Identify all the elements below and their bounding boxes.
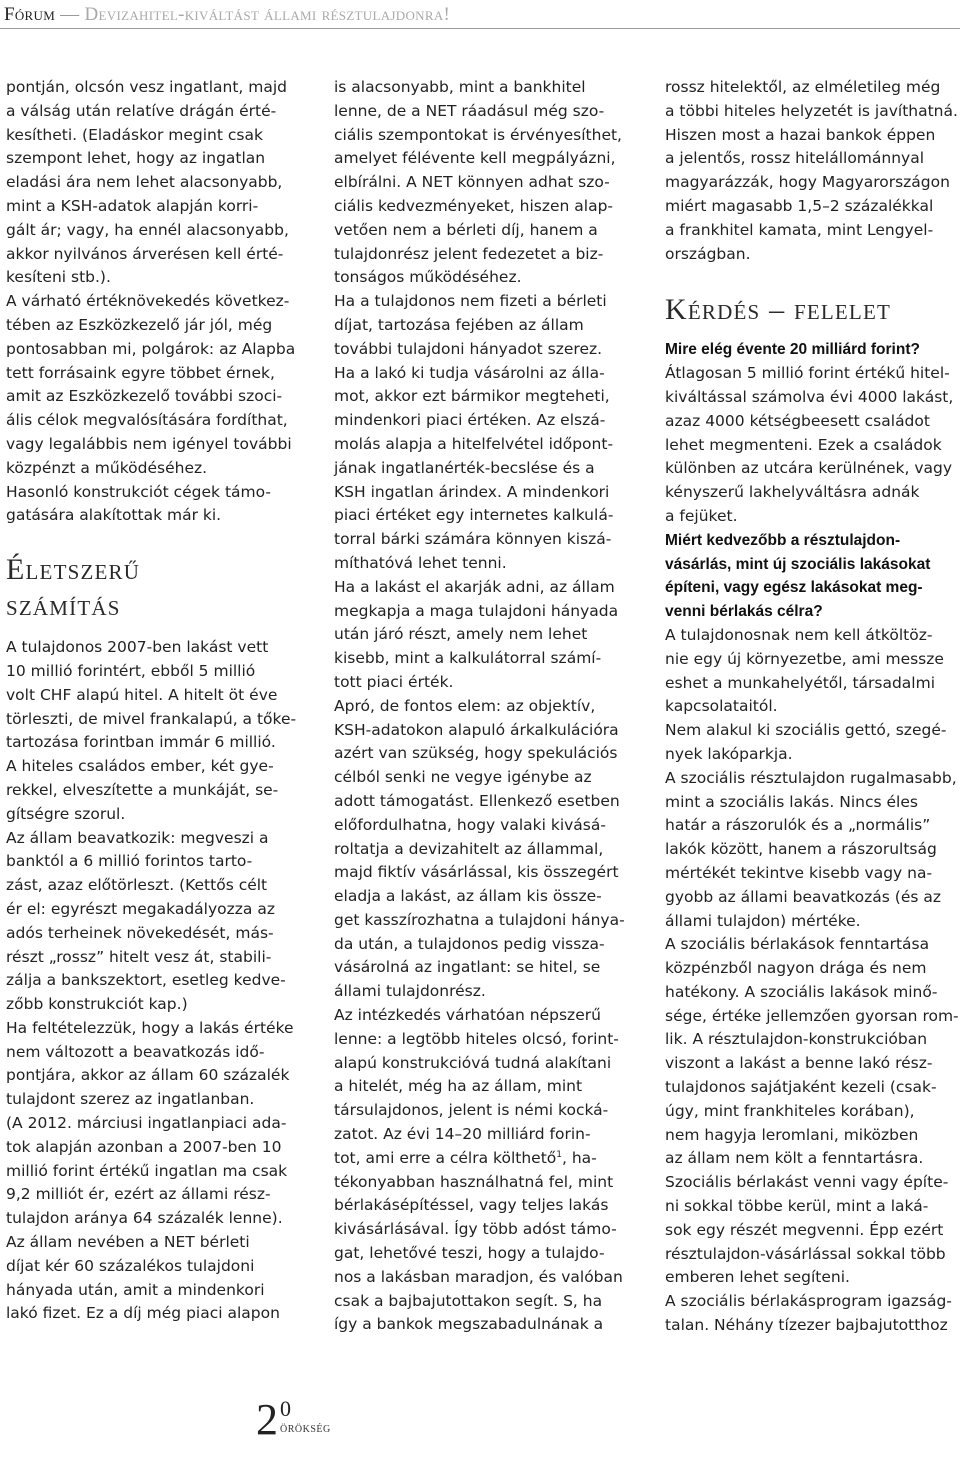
question-heading: Mire elég évente 20 milliárd forint? — [665, 341, 920, 359]
paragraph: Nem alakul ki szociális gettó, szegé- nyek lakóparkja. — [665, 721, 947, 763]
paragraph: Átlagosan 5 millió forint értékű hitel- kiváltással számolva évi 4000 lakást, azaz 4000 kétségbeesett családot lehet megmenteni. Ezek a családok különben az utcára kerülnének, vagy kényszerű lakhelyváltásra adnák a fejüket. — [665, 364, 954, 525]
paragraph: A tulajdonos 2007-ben lakást vett 10 millió forintért, ebből 5 millió volt CHF alapú hitel. A hitelt öt éve törleszti, de mivel frankalapú, a tőke- tartozása forintban immár 6 millió. — [6, 638, 297, 752]
text-column-2 — [334, 76, 630, 1337]
paragraph: rossz hitelektől, az elméletileg még a többi hiteles helyzetét is javíthatná. Hiszen most a hazai bankok éppen a jelentős, rossz hitelállománnyal magyarázzák, hogy Magyarországon miért magasabb 1,5–2 százalékkal a frankhitel kamata, mint Lengyel- országban. — [665, 78, 958, 263]
paragraph: Szociális bérlakást venni vagy építe- ni sokkal többe kerül, mint a laká- sok egy részét megvenni. Épp ezért résztulajdon-vásárlással sokkal több emberen lehet segíteni. — [665, 1173, 949, 1287]
paragraph: Hasonló konstrukciót cégek támo- gatására alakítottak már ki. — [6, 482, 271, 525]
section-heading-text: Életszerű számítás — [6, 553, 141, 623]
section-label: Fórum — [4, 4, 56, 25]
paragraph-with-footnote — [334, 1004, 630, 1337]
header-separator: — — [60, 4, 80, 25]
paragraph: Apró, de fontos elem: az objektív, KSH-adatokon alapuló árkalkulációra azért van szükség, hogy spekulációs célból senki ne vegye igénybe az adott támogatást. Ellenkező esetben előfordulhatna, hogy valaki kivásá- roltatja a devizahitelt az állammal, majd fiktív vásárlással, kis összegért eladja a lakást, az állam kis össze- get kasszírozhatna a tulajdoni hánya- da után, a tulajdonos pedig vissza- vásárolná az ingatlant: se hitel, se állami tulajdonrész. — [334, 696, 625, 1001]
footnote-marker[interactable]: 1 — [556, 1149, 562, 1160]
text-column-3 — [665, 76, 960, 1338]
header-rule — [0, 28, 960, 29]
paragraph: Ha feltételezzük, hogy a lakás értéke nem változott a beavatkozás idő- pontjára, akkor az állam 60 százalék tulajdont szerez az ingatlanban. (A 2012. márciusi ingatlanpiaci ada- tok alapján azonban a 2007-ben 10 millió forint értékű ingatlan ma csak 9,2 milliót ér, ezért az állami rész- tulajdon aránya 64 százalék lenne). — [6, 1018, 294, 1228]
running-header — [4, 4, 450, 26]
question-heading: Miért kedvezőbb a résztulajdon- vásárlás, mint új szociális lakásokat építeni, vagy egész lakásokat meg- venni bérlakás célra? — [665, 531, 931, 621]
paragraph: Az állam nevében a NET bérleti díjat kér 60 százalékos tulajdoni hányada után, amit a mindenkori lakó fizet. Ez a díj még piaci alapon — [6, 1233, 280, 1323]
paragraph: A várható értéknövekedés következ- tében az Eszközkezelő jár jól, még pontosabban mi, polgárok: az Alapba tett forrásaink egyre többet érnek, amit az Eszközkezelő további szoci- ális célok megvalósítására fordíthat, vagy legalábbis nem igényel további közpénzt a működéséhez. — [6, 292, 296, 477]
paragraph-text: Az intézkedés várhatóan népszerű lenne: a legtöbb hiteles olcsó, forint- alapú konstrukcióvá tudná alakítani a hitelét, még ha az állam, mint társulajdonos, jelent is némi kocká- zatot. Az évi 14–20 milliárd forin- tot, ami erre a célra költhető — [334, 1006, 619, 1167]
article-title: Devizahitel-kiváltást állami résztulajdonra! — [84, 4, 451, 25]
paragraph: Ha a tulajdonos nem fizeti a bérleti díjat, tartozása fejében az állam további tulajdoni hányadot szerez. — [334, 292, 607, 358]
logo-superscript: 0 — [280, 1396, 291, 1421]
text-column-1 — [6, 76, 302, 1326]
paragraph: Ha a lakást el akarják adni, az állam megkapja a maga tulajdoni hányada után járó részt, amely nem lehet kisebb, mint a kalkulátorral számí- tott piaci érték. — [334, 577, 619, 691]
page-header — [0, 0, 960, 30]
publication-logo — [256, 1395, 376, 1444]
section-heading — [6, 552, 302, 624]
paragraph: A tulajdonosnak nem kell átköltöz- nie egy új környezetbe, ami messze eshet a munkahelyétől, társadalmi kapcsolataitól. — [665, 625, 944, 716]
paragraph: Az állam beavatkozik: megveszi a banktól a 6 millió forintos tarto- zást, azaz előtörleszt. (Kettős célt ér el: egyrészt megakadályozza az adós terheinek növekedését, más- részt „rossz” hitelt vesz át, stabili- zálja a bankszektort, esetleg kedve- zőbb konstrukciót kap.) — [6, 828, 286, 1014]
paragraph: A szociális résztulajdon rugalmasabb, mint a szociális lakás. Nincs éles határ a rászorulók és a „normális” lakók között, hanem a rászorultság mértékét tekintve kisebb vagy na- gyobb az állami beavatkozás (és az állami tulajdon) mértéke. — [665, 768, 957, 930]
paragraph: Ha a lakó ki tudja vásárolni az álla- mot, akkor ezt bármikor megteheti, mindenkori piaci értéken. Az elszá- molás alapja a hitelfelvétel időpont- jának ingatlanérték-becslése és a KSH ingatlan árindex. A mindenkori piaci értéket egy internetes kalkulá- torral bárki számára könnyen kiszá- míthatóvá lehet tenni. — [334, 363, 614, 572]
paragraph: A szociális bérlakások fenntartása közpénzből nagyon drága és nem hatékony. A szociális lakások minő- sége, értéke jellemzően gyorsan rom- lik. A résztulajdon-konstrukcióban viszont a lakást a benne lakó rész- tulajdonos sajátjaként kezeli (csak- úgy, mint frankhiteles korában), nem hagyja leromlani, miközben az állam nem költ a fenntartásra. — [665, 935, 959, 1168]
paragraph: pontján, olcsón vesz ingatlant, majd a válság után relatíve drágán érté- kesítheti. (Eladáskor megint csak szempont lehet, hogy az ingatlan eladási ára nem lehet alacsonyabb, mint a KSH-adatok alapján korri- gált ár; vagy, ha ennél alacsonyabb, akkor nyilvános árverésen kell érté- kesíteni stb.). — [6, 78, 289, 287]
paragraph: A szociális bérlakásprogram igazság- talan. Néhány tízezer bajbajutotthoz — [665, 1292, 952, 1335]
paragraph-text: , ha- tékonyabban használhatná fel, mint bérlakásépítéssel, vagy teljes lakás kivásárlásával. Így több adóst támo- gat, lehetővé teszi, hogy a tulajdo- nos a lakásban maradjon, és valóban csak a bajbajutottakon segít. S, ha így a bankok megszabadulnának a — [334, 1148, 623, 1334]
paragraph: is alacsonyabb, mint a bankhitel lenne, de a NET ráadásul még szo- ciális szempontokat is érvényesíthet, amelyet félévente kell megpályázni, elbírálni. A NET könnyen adhat szo- ciális kedvezményeket, hiszen alap- vetően nem a bérleti díj, hanem a tulajdonrész jelent fedezetet a biz- tonságos működéséhez. — [334, 78, 622, 287]
logo-wordmark: ÖRÖKSÉG — [280, 1424, 331, 1435]
paragraph: A hiteles családos ember, két gye- rekkel, elveszítette a munkáját, se- gítségre szorul. — [6, 757, 279, 823]
logo-number: 2 — [256, 1395, 278, 1444]
section-heading: Kérdés – felelet — [665, 293, 892, 327]
